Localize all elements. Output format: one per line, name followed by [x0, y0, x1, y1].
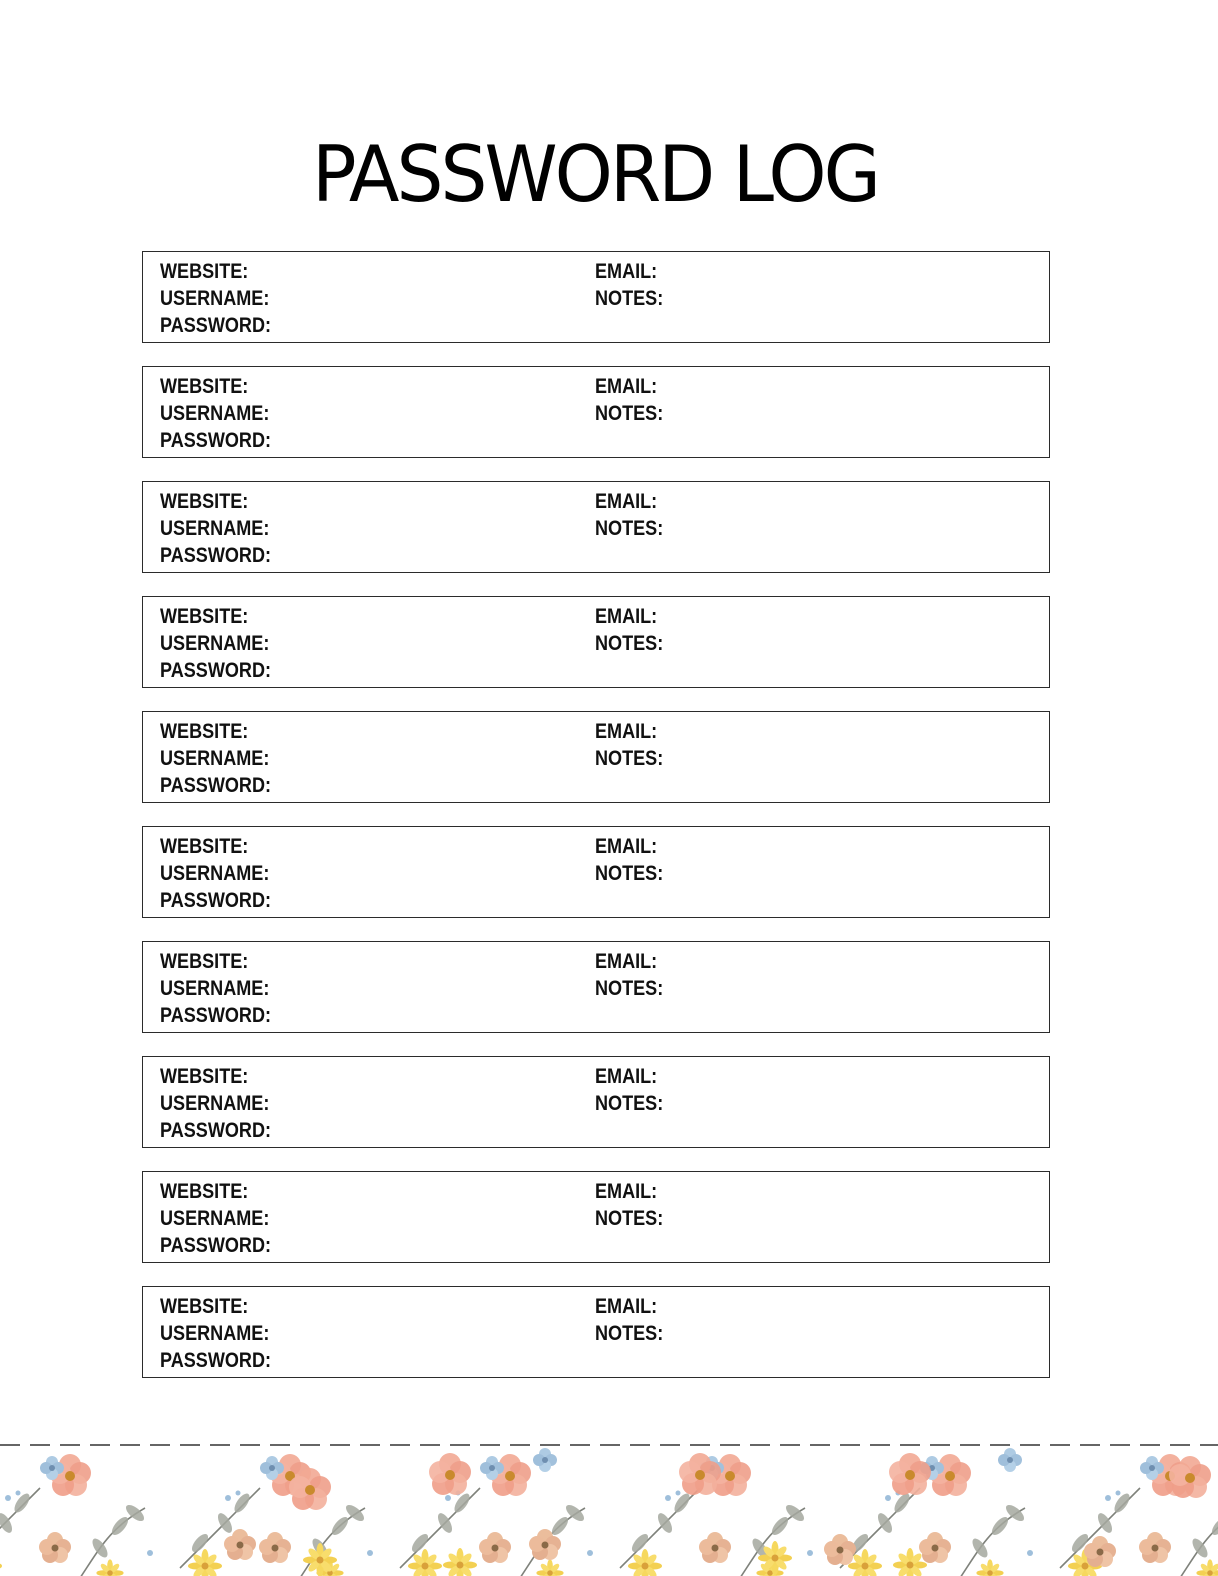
entry-left-column [160, 1063, 289, 1144]
website-field[interactable]: WEBSITE: [160, 1065, 249, 1088]
entry-right-column [595, 258, 674, 312]
entry-right-column [595, 718, 674, 772]
username-field[interactable]: USERNAME: [160, 1207, 270, 1230]
password-entry-6 [142, 826, 1050, 918]
email-field[interactable]: EMAIL: [595, 375, 658, 398]
notes-field[interactable]: NOTES: [595, 287, 664, 310]
notes-field[interactable]: NOTES: [595, 747, 664, 770]
notes-field[interactable]: NOTES: [595, 977, 664, 1000]
entry-right-column [595, 603, 674, 657]
website-field[interactable]: WEBSITE: [160, 490, 249, 513]
entry-left-column [160, 833, 289, 914]
entry-right-column [595, 1063, 674, 1117]
password-field[interactable]: PASSWORD: [160, 314, 272, 337]
email-field[interactable]: EMAIL: [595, 720, 658, 743]
password-entry-3 [142, 481, 1050, 573]
entry-left-column [160, 718, 289, 799]
password-field[interactable]: PASSWORD: [160, 774, 272, 797]
password-field[interactable]: PASSWORD: [160, 1119, 272, 1142]
email-field[interactable]: EMAIL: [595, 490, 658, 513]
username-field[interactable]: USERNAME: [160, 747, 270, 770]
website-field[interactable]: WEBSITE: [160, 375, 249, 398]
notes-field[interactable]: NOTES: [595, 517, 664, 540]
email-field[interactable]: EMAIL: [595, 950, 658, 973]
password-entries-list [142, 251, 1050, 1401]
entry-left-column [160, 258, 289, 339]
password-field[interactable]: PASSWORD: [160, 1349, 272, 1372]
username-field[interactable]: USERNAME: [160, 862, 270, 885]
website-field[interactable]: WEBSITE: [160, 1295, 249, 1318]
entry-left-column [160, 1178, 289, 1259]
username-field[interactable]: USERNAME: [160, 517, 270, 540]
notes-field[interactable]: NOTES: [595, 1322, 664, 1345]
entry-left-column [160, 373, 289, 454]
entry-left-column [160, 488, 289, 569]
entry-left-column [160, 603, 289, 684]
email-field[interactable]: EMAIL: [595, 835, 658, 858]
website-field[interactable]: WEBSITE: [160, 605, 249, 628]
website-field[interactable]: WEBSITE: [160, 950, 249, 973]
entry-right-column [595, 833, 674, 887]
email-field[interactable]: EMAIL: [595, 1295, 658, 1318]
email-field[interactable]: EMAIL: [595, 1180, 658, 1203]
username-field[interactable]: USERNAME: [160, 402, 270, 425]
notes-field[interactable]: NOTES: [595, 862, 664, 885]
entry-right-column [595, 1293, 674, 1347]
username-field[interactable]: USERNAME: [160, 632, 270, 655]
password-field[interactable]: PASSWORD: [160, 659, 272, 682]
page-title: PASSWORD LOG [312, 129, 878, 220]
notes-field[interactable]: NOTES: [595, 1207, 664, 1230]
floral-border [0, 1440, 1218, 1576]
website-field[interactable]: WEBSITE: [160, 835, 249, 858]
entry-right-column [595, 488, 674, 542]
entry-left-column [160, 948, 289, 1029]
password-entry-8 [142, 1056, 1050, 1148]
username-field[interactable]: USERNAME: [160, 977, 270, 1000]
password-entry-9 [142, 1171, 1050, 1263]
notes-field[interactable]: NOTES: [595, 402, 664, 425]
username-field[interactable]: USERNAME: [160, 1322, 270, 1345]
password-entry-10 [142, 1286, 1050, 1378]
floral-pattern-illustration [0, 1440, 1218, 1576]
notes-field[interactable]: NOTES: [595, 632, 664, 655]
website-field[interactable]: WEBSITE: [160, 720, 249, 743]
username-field[interactable]: USERNAME: [160, 287, 270, 310]
password-entry-4 [142, 596, 1050, 688]
entry-right-column [595, 373, 674, 427]
password-entry-1 [142, 251, 1050, 343]
email-field[interactable]: EMAIL: [595, 605, 658, 628]
password-field[interactable]: PASSWORD: [160, 1234, 272, 1257]
password-entry-2 [142, 366, 1050, 458]
password-field[interactable]: PASSWORD: [160, 544, 272, 567]
password-entry-5 [142, 711, 1050, 803]
password-field[interactable]: PASSWORD: [160, 429, 272, 452]
website-field[interactable]: WEBSITE: [160, 1180, 249, 1203]
email-field[interactable]: EMAIL: [595, 1065, 658, 1088]
password-field[interactable]: PASSWORD: [160, 889, 272, 912]
website-field[interactable]: WEBSITE: [160, 260, 249, 283]
password-field[interactable]: PASSWORD: [160, 1004, 272, 1027]
email-field[interactable]: EMAIL: [595, 260, 658, 283]
password-entry-7 [142, 941, 1050, 1033]
entry-left-column [160, 1293, 289, 1374]
entry-right-column [595, 1178, 674, 1232]
notes-field[interactable]: NOTES: [595, 1092, 664, 1115]
username-field[interactable]: USERNAME: [160, 1092, 270, 1115]
entry-right-column [595, 948, 674, 1002]
